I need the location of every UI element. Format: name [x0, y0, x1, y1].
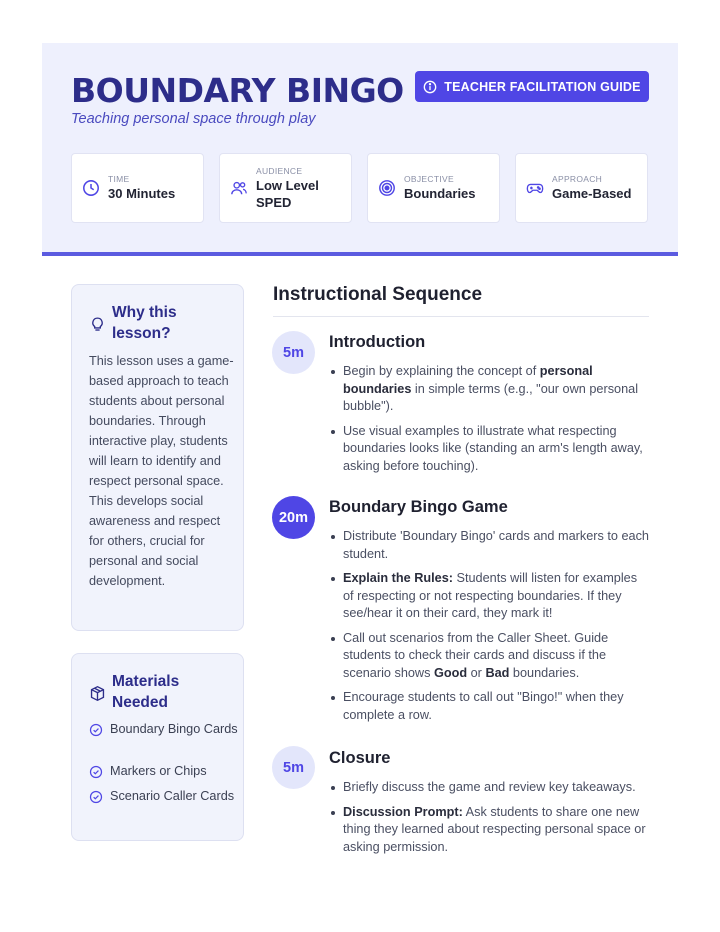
- users-icon: [230, 179, 248, 197]
- page-title: BOUNDARY BINGO: [71, 71, 404, 110]
- why-title: Why this lesson?: [112, 304, 177, 342]
- material-label: Boundary Bingo Cards: [110, 722, 238, 736]
- teacher-guide-label: TEACHER FACILITATION GUIDE: [444, 79, 641, 94]
- material-label: Scenario Caller Cards: [110, 789, 235, 803]
- meta-card-audience: [219, 153, 352, 223]
- meta-label: APPROACH: [552, 174, 603, 184]
- check-circle-icon: [89, 765, 103, 779]
- divider: [273, 316, 649, 317]
- list-item: Use visual examples to illustrate what respecting boundaries looks like (standing an arm's length away, asking before touching).: [329, 423, 651, 476]
- why-body: This lesson uses a game-based approach to teach students about personal boundaries. Through interactive play, students will learn to identify and respect personal space. This develops social awareness and respect for others, crucial for personal and social development.: [89, 354, 234, 588]
- header-banner: [42, 43, 678, 256]
- meta-value: Game-Based: [552, 186, 632, 201]
- list-item: Call out scenarios from the Caller Sheet. Guide students to check their cards and discuss if the scenario shows Good or Bad boundaries.: [329, 630, 651, 683]
- list-item: Briefly discuss the game and review key takeaways.: [329, 779, 651, 797]
- package-icon: [89, 685, 106, 702]
- materials-title: Materials Needed: [112, 673, 180, 711]
- meta-card-objective: [367, 153, 500, 223]
- materials-panel: [71, 653, 244, 841]
- meta-label: AUDIENCE: [256, 165, 303, 176]
- gamepad-icon: [526, 179, 544, 197]
- list-item: Encourage students to call out "Bingo!" when they complete a row.: [329, 689, 651, 724]
- lightbulb-icon: [89, 316, 106, 333]
- clock-icon: [82, 179, 100, 197]
- duration-badge: 20m: [272, 496, 315, 539]
- duration-badge: 5m: [272, 746, 315, 789]
- material-label: Markers or Chips: [110, 764, 207, 778]
- list-item: Begin by explaining the concept of personal boundaries in simple terms (e.g., "our own personal bubble").: [329, 363, 651, 416]
- sequence-title: Instructional Sequence: [273, 284, 483, 305]
- meta-card-approach: [515, 153, 648, 223]
- material-item: [89, 788, 239, 806]
- meta-label: TIME: [108, 174, 130, 184]
- check-circle-icon: [89, 723, 103, 737]
- step-bullets: [329, 363, 651, 482]
- teacher-guide-button[interactable]: [415, 71, 649, 102]
- meta-value: Low Level SPED: [256, 177, 319, 210]
- step-title: Boundary Bingo Game: [329, 498, 508, 516]
- meta-card-time: [71, 153, 204, 223]
- page-subtitle: Teaching personal space through play: [71, 111, 316, 127]
- material-item: [89, 721, 239, 739]
- meta-value: Boundaries: [404, 186, 476, 201]
- why-this-lesson-panel: [71, 284, 244, 631]
- step-title: Introduction: [329, 333, 426, 351]
- info-icon: [423, 80, 437, 94]
- target-icon: [378, 179, 396, 197]
- step-title: Closure: [329, 749, 391, 767]
- meta-value: 30 Minutes: [108, 186, 176, 201]
- duration-badge: 5m: [272, 331, 315, 374]
- list-item: Discussion Prompt: Ask students to share one new thing they learned about respecting personal space or asking permission.: [329, 804, 651, 857]
- check-circle-icon: [89, 790, 103, 804]
- material-item: [89, 763, 239, 781]
- meta-label: OBJECTIVE: [404, 174, 454, 184]
- list-item: Distribute 'Boundary Bingo' cards and markers to each student.: [329, 528, 651, 563]
- list-item: Explain the Rules: Students will listen for examples of respecting or not respecting boundaries. If they see/hear it on their card, they mark it!: [329, 570, 651, 623]
- step-bullets: [329, 528, 651, 731]
- step-bullets: [329, 779, 651, 863]
